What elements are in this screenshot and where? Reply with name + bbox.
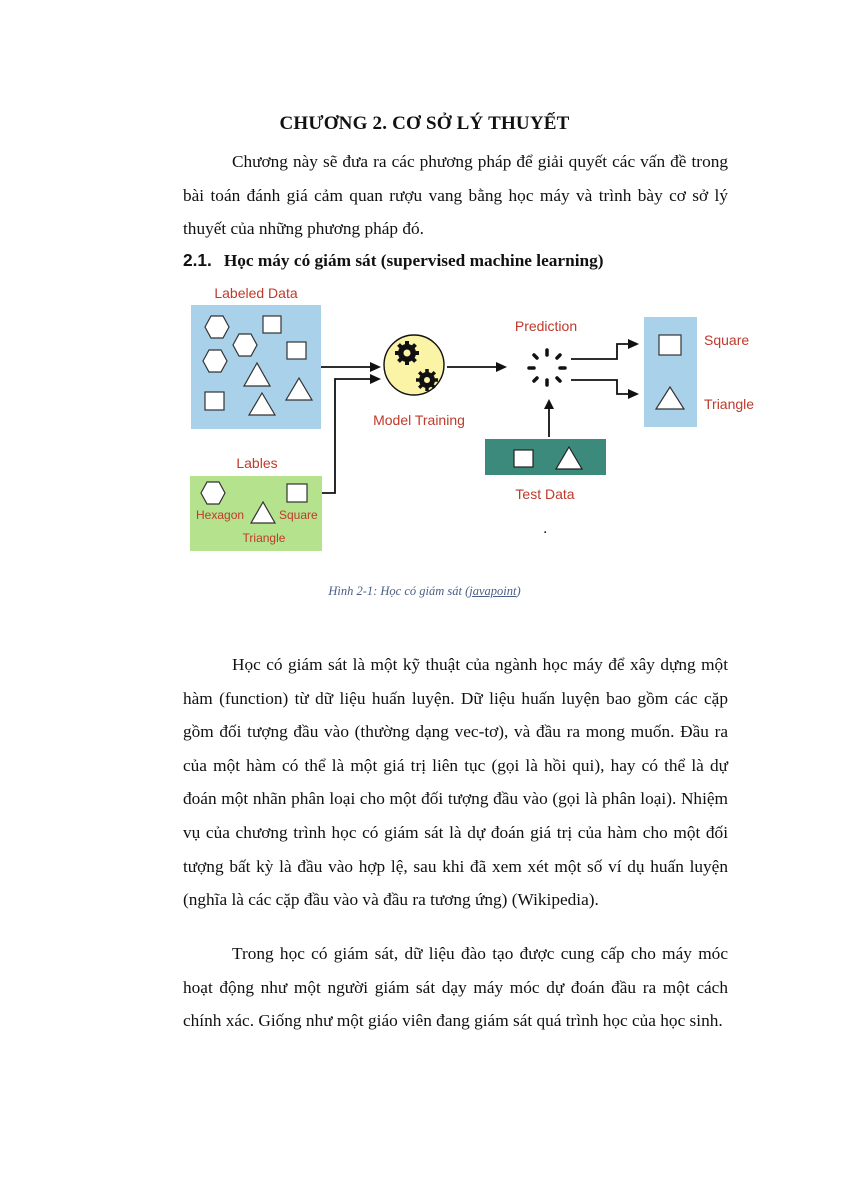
hexagon-shape xyxy=(233,334,257,356)
legend-hexagon: Hexagon xyxy=(196,508,245,522)
labeled-data-title: Labeled Data xyxy=(214,285,298,301)
gear-icon xyxy=(416,369,438,391)
test-data-label: Test Data xyxy=(515,486,575,502)
output-box xyxy=(644,317,697,427)
arrow-head xyxy=(370,362,381,372)
model-training-label: Model Training xyxy=(373,412,465,428)
supervised-learning-diagram xyxy=(185,283,770,558)
arrow-head xyxy=(628,339,639,349)
intro-paragraph: Chương này sẽ đưa ra các phương pháp để giải quyết các vấn đề trong bài toán đánh giá cảm quan rượu vang bằng học máy và trình bày cơ sở lý thuyết của những phương pháp đó. xyxy=(183,152,728,239)
body-paragraph: Trong học có giám sát, dữ liệu đào tạo được cung cấp cho máy móc hoạt động như một người giám sát dạy máy móc dự đoán đầu ra một cách chính xác. Giống như một giáo viên đang giám sát quá trình học của học sinh. xyxy=(183,944,728,1031)
section-number: 2.1. xyxy=(183,250,212,270)
caption-link[interactable]: javapoint xyxy=(469,584,517,598)
hexagon-shape xyxy=(203,350,227,372)
chapter-title: CHƯƠNG 2. CƠ SỞ LÝ THUYẾT xyxy=(279,113,570,134)
hexagon-shape xyxy=(205,316,229,338)
figure-caption xyxy=(0,584,849,599)
square-shape xyxy=(205,392,224,410)
square-shape xyxy=(287,342,306,359)
caption-prefix: Hình 2-1: Học có giám sát ( xyxy=(328,584,470,598)
square-shape xyxy=(287,484,307,502)
square-shape xyxy=(263,316,281,333)
gear-icon xyxy=(395,341,419,365)
legend-triangle: Triangle xyxy=(242,531,286,545)
arrow-head xyxy=(544,399,554,409)
output-square-label: Square xyxy=(704,332,750,348)
section-heading xyxy=(183,250,604,271)
prediction-label: Prediction xyxy=(514,318,578,334)
section-title: Học máy có giám sát (supervised machine learning) xyxy=(223,251,604,270)
hexagon-shape xyxy=(201,482,225,504)
square-shape xyxy=(659,335,681,355)
arrow-head xyxy=(628,389,639,399)
stray-dot: . xyxy=(543,520,548,537)
prediction-spinner-icon xyxy=(529,350,565,385)
arrow-head xyxy=(496,362,507,372)
arrow-head xyxy=(370,374,381,384)
legend-square: Square xyxy=(279,508,318,522)
caption-suffix: ) xyxy=(516,584,521,598)
body-paragraph: Học có giám sát là một kỹ thuật của ngành học máy để xây dựng một hàm (function) từ dữ liệu huấn luyện. Dữ liệu huấn luyện bao gồm các cặp gồm đối tượng đầu vào (thường dạng vec-tơ), và đầu ra mong muốn. Đầu ra của một hàm có thể là một giá trị liên tục (gọi là hồi qui), hay có thể là dự đoán một nhãn phân loại cho một đối tượng đầu vào (gọi là phân loại). Nhiệm vụ của chương trình học có giám sát là dự đoán giá trị của hàm cho một đối tượng bất kỳ là đầu vào hợp lệ, sau khi đã xem xét một số ví dụ huấn luyện (nghĩa là các cặp đầu vào và đầu ra tương ứng) (Wikipedia). xyxy=(183,655,728,910)
test-data-box xyxy=(485,439,606,475)
output-triangle-label: Triangle xyxy=(704,396,755,412)
labels-title: Lables xyxy=(236,455,278,471)
square-shape xyxy=(514,450,533,467)
